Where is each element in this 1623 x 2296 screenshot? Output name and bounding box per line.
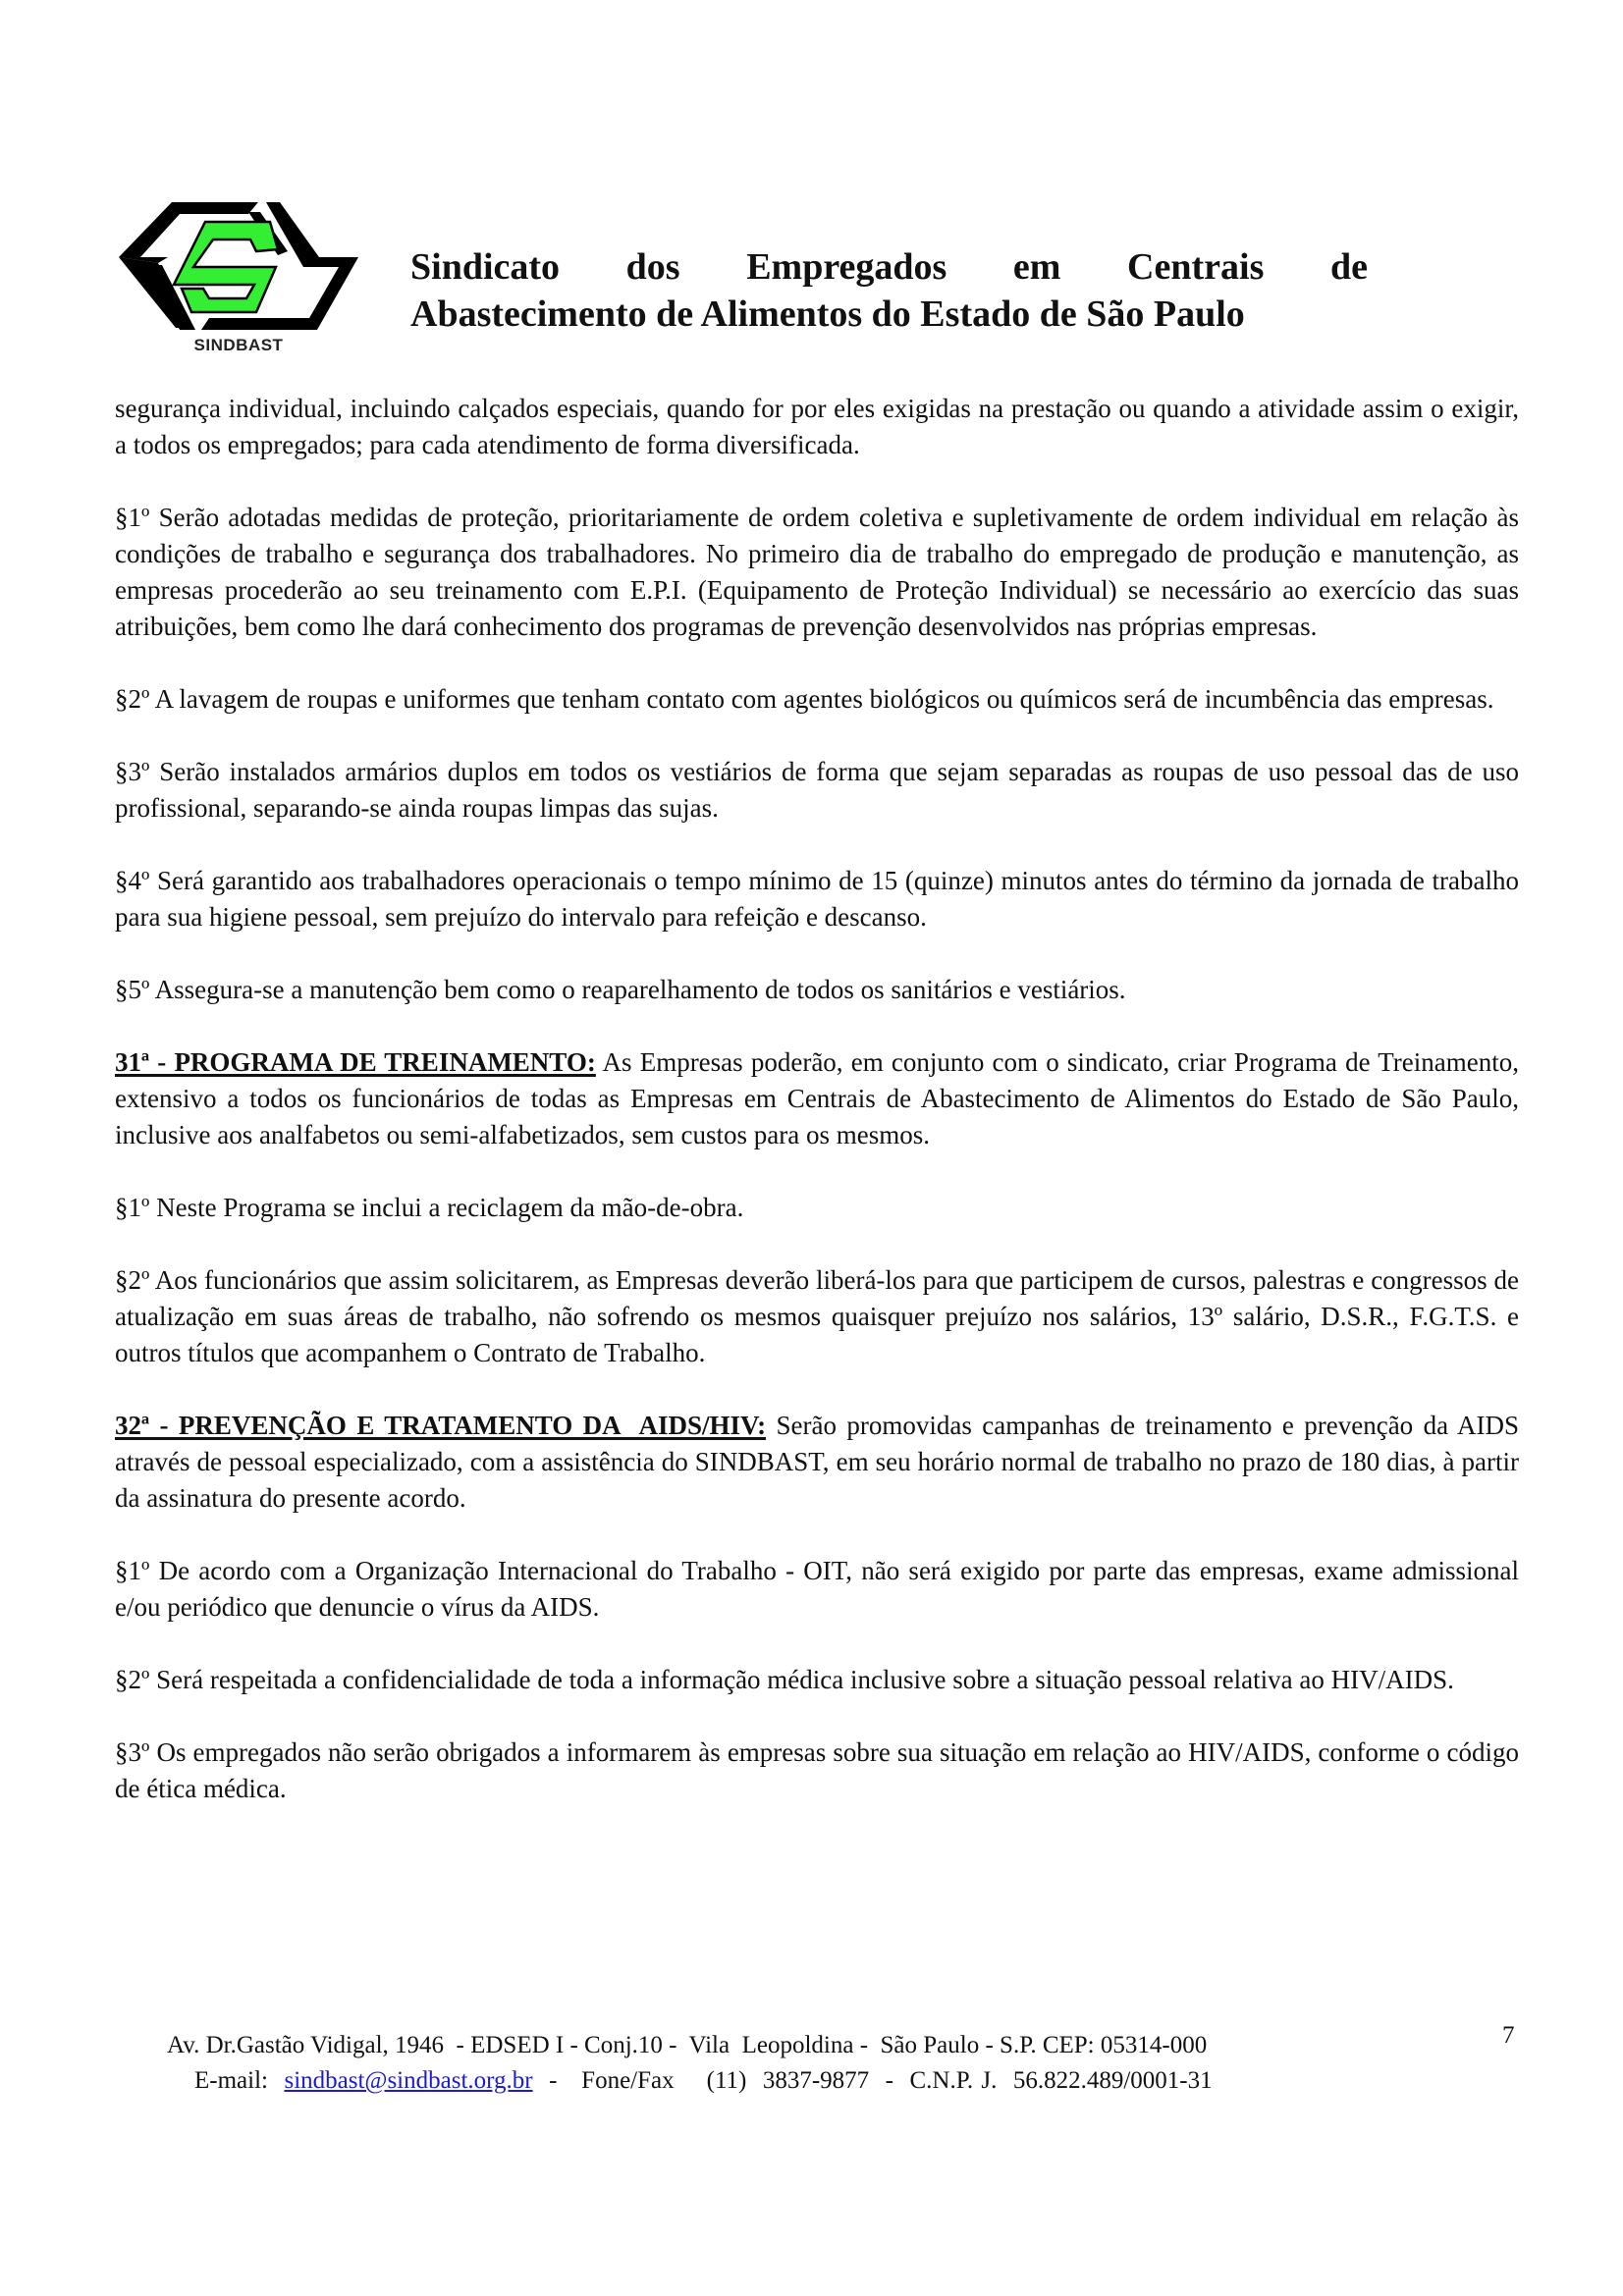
logo-emblem-icon [111, 192, 366, 340]
footer-address: Av. Dr.Gastão Vidigal, 1946 - EDSED I - Conj.10 - Vila Leopoldina - São Paulo - S.P. CEP: 05314-000 [167, 2032, 1208, 2058]
title-word: Sindicato [410, 246, 561, 288]
paragraph: §2º Será respeitada a confidencialidade de toda a informação médica inclusive sobre a situação pessoal relativa ao HIV/AIDS. [115, 1665, 1454, 1694]
clause-31 [115, 1044, 1519, 1153]
paragraph: §3º Serão instalados armários duplos em todos os vestiários de forma que sejam separadas as roupas de uso pessoal das de uso profissional, separando-se ainda roupas limpas das sujas. [115, 757, 1519, 823]
paragraph: §4º Será garantido aos trabalhadores operacionais o tempo mínimo de 15 (quinze) minutos antes do término da jornada de trabalho para sua higiene pessoal, sem prejuízo do intervalo para refeição e descanso. [115, 866, 1519, 932]
paragraph: §1º Neste Programa se inclui a reciclagem da mão-de-obra. [115, 1193, 744, 1222]
phone-cnpj: - Fone/Fax (11) 3837-9877 - C.N.P. J. 56.822.489/0001-31 [532, 2067, 1213, 2094]
clause-32 [115, 1408, 1519, 1517]
paragraph: §1º Serão adotadas medidas de proteção, prioritariamente de ordem coletiva e supletivamente de ordem individual em relação às condições de trabalho e segurança dos trabalhadores. No primeiro dia de trabalho do empregado de produção e manutenção, as empresas procederão ao seu treinamento com E.P.I. (Equipamento de Proteção Individual) se necessário ao exercício das suas atribuições, bem como lhe dará conhecimento dos programas de prevenção desenvolvidos nas próprias empresas. [115, 503, 1519, 641]
clause-heading: 32ª - PREVENÇÃO E TRATAMENTO DA AIDS/HIV: [115, 1411, 767, 1440]
clause-text: Serão promovidas campanhas de treinamento e prevenção da AIDS através de pessoal especializado, com a assistência do SINDBAST, em seu horário normal de trabalho no prazo de 180 dias, à partir da assinatura do presente acordo. [115, 1411, 1519, 1513]
paragraph: §2º Aos funcionários que assim solicitarem, as Empresas deverão liberá-los para que participem de cursos, palestras e congressos de atualização em suas áreas de trabalho, não sofrendo os mesmos quaisquer prejuízo nos salários, 13º salário, D.S.R., F.G.T.S. e outros títulos que acompanhem o Contrato de Trabalho. [115, 1265, 1519, 1367]
title-word: Empregados [746, 246, 947, 288]
paragraph: §5º Assegura-se a manutenção bem como o reaparelhamento de todos os sanitários e vestiários. [115, 975, 1126, 1004]
sindbast-logo [111, 192, 366, 361]
clause-heading: 31ª - PROGRAMA DE TREINAMENTO: [115, 1047, 596, 1077]
paragraph: §2º A lavagem de roupas e uniformes que tenham contato com agentes biológicos ou químicos será de incumbência das empresas. [115, 684, 1494, 714]
logo-wordmark: SINDBAST [193, 336, 284, 354]
title-word: de [1329, 246, 1368, 288]
paragraph: §1º De acordo com a Organização Internacional do Trabalho - OIT, não será exigido por parte das empresas, exame admissional e/ou periódico que denuncie o vírus da AIDS. [115, 1556, 1519, 1622]
page-number: 7 [1502, 2022, 1515, 2049]
title-line-1 [410, 243, 1368, 291]
organization-title [410, 243, 1368, 338]
footer-contact [194, 2063, 1213, 2099]
document-body [115, 391, 1519, 1843]
paragraph: §3º Os empregados não serão obrigados a informarem às empresas sobre sua situação em relação ao HIV/AIDS, conforme o código de ética médica. [115, 1737, 1519, 1803]
title-line-2: Abastecimento de Alimentos do Estado de São Paulo [410, 294, 1245, 335]
email-label: E-mail: [194, 2067, 268, 2094]
title-word: em [1012, 246, 1061, 288]
paragraph: segurança individual, incluindo calçados especiais, quando for por eles exigidas na prestação ou quando a atividade assim o exigir, a todos os empregados; para cada atendimento de forma diversificada. [115, 394, 1519, 459]
title-word: dos [625, 246, 680, 288]
clause-text: As Empresas poderão, em conjunto com o sindicato, criar Programa de Treinamento, extensivo a todos os funcionários de todas as Empresas em Centrais de Abastecimento de Alimentos do Estado de São Paulo, inclusive aos analfabetos ou semi-alfabetizados, sem custos para os mesmos. [115, 1047, 1519, 1149]
title-word: Centrais [1127, 246, 1265, 288]
email-link[interactable]: sindbast@sindbast.org.br [284, 2067, 533, 2094]
